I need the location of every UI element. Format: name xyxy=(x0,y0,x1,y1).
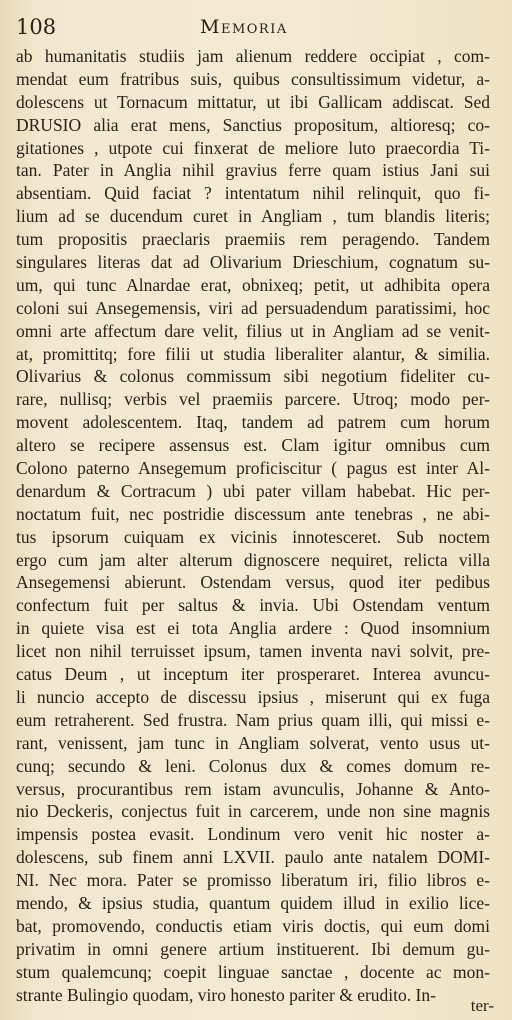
text-line: tum propositis praeclaris praemiis rem peragendo. Tandem xyxy=(16,229,490,250)
running-head: Memoria xyxy=(200,16,288,38)
text-line: coloni sui Ansegemensis, viri ad persuadendum paratissimi, hoc xyxy=(16,297,490,318)
text-line: Colono paterno Ansegemum proficiscitur ( pagus est inter Al- xyxy=(16,458,490,479)
text-line: cunq; secundo & leni. Colonus dux & comes domum re- xyxy=(16,755,490,776)
text-line: confectum fuit per saltus & invia. Ubi Ostendam ventum xyxy=(16,595,490,616)
text-line: NI. Nec mora. Pater se promisso liberatum iri, filio libros e- xyxy=(16,870,490,891)
text-line: absentiam. Quid faciat ? intentatum nihil relinquit, quo fi- xyxy=(16,183,490,204)
text-line: impensis postea evasit. Londinum vero venit hic noster a- xyxy=(16,824,490,845)
text-line: movent adolescentem. Itaq, tandem ad patrem cum horum xyxy=(16,412,490,433)
text-line: at, promittitq; fore filii ut studia liberaliter alantur, & similia. xyxy=(16,343,490,364)
text-line: tan. Pater in Anglia nihil gravius ferre quam istius Jani sui xyxy=(16,160,490,181)
text-line: versus, procurantibus rem istam avunculis, Johanne & Anto- xyxy=(16,778,490,799)
text-line: Olivarius & colonus commissum sibi negotium fideliter cu- xyxy=(16,366,490,387)
text-line: in quiete visa est ei tota Anglia ardere : Quod insomnium xyxy=(16,618,490,639)
body-text xyxy=(16,45,490,1006)
text-line: licet non nihil terruisset ipsum, tamen inventa navi solvit, pre- xyxy=(16,641,490,662)
text-line: singulares literas dat ad Olivarium Drieschium, cognatum su- xyxy=(16,252,490,273)
text-line: mendo, & ipsius studia, quantum quidem illud in exilio lice- xyxy=(16,892,490,913)
text-line: omni arte affectum dare velit, filius ut in Angliam ad se venit- xyxy=(16,320,490,341)
text-line: privatim in omni genere artium instituerent. Ibi demum gu- xyxy=(16,938,490,959)
text-line: nio Deckeris, conjectus fuit in carcerem, unde non sine magnis xyxy=(16,801,490,822)
text-line: dolescens, sub finem anni LXVII. paulo ante natalem DOMI- xyxy=(16,847,490,868)
text-line: eum retraherent. Sed frustra. Nam prius quam illi, qui missi e- xyxy=(16,709,490,730)
text-line: mendat eum fratribus suis, quibus consultissimum videtur, a- xyxy=(16,68,490,89)
text-line: rare, nullisq; verbis vel praemiis parcere. Utroq; modo per- xyxy=(16,389,490,410)
text-line: noctatum fuit, nec postridie discessum ante tenebras , ne abi- xyxy=(16,503,490,524)
text-line: stum qualemcunq; coepit linguae sanctae , docente ac mon- xyxy=(16,961,490,982)
text-line: tus ipsorum cuiquam ex vicinis innotesceret. Sub noctem xyxy=(16,526,490,547)
text-line: denardum & Cortracum ) ubi pater villam habebat. Hic per- xyxy=(16,480,490,501)
page-number: 108 xyxy=(16,15,57,39)
text-line: ab humanitatis studiis jam alienum reddere occipiat , com- xyxy=(16,46,490,66)
text-line: altero se recipere assensus est. Clam igitur omnibus cum xyxy=(16,435,490,456)
text-line: Ansegemensi abierunt. Ostendam versus, quod iter pedibus xyxy=(16,572,490,593)
catchword: ter- xyxy=(470,996,494,1015)
text-line: dolescens ut Tornacum mittatur, ut ibi Gallicam addiscat. Sed xyxy=(16,91,490,112)
text-line: DRUSIO alia erat mens, Sanctius propositum, altioresq; co- xyxy=(16,114,490,135)
text-line: lium ad se ducendum curet in Angliam , tum blandis literis; xyxy=(16,206,490,227)
text-line: gitationes , utpote cui finxerat de meliore luto praecordia Ti- xyxy=(16,137,490,158)
text-line: catus Deum , ut inceptum iter prosperaret. Interea avuncu- xyxy=(16,664,490,685)
text-line: um, qui tunc Alnardae erat, obnixeq; petit, ut adhibita opera xyxy=(16,274,490,295)
text-line: bat, promovendo, conductis etiam viris doctis, qui eum domi xyxy=(16,915,490,936)
text-line: li nuncio accepto de discessu ipsius , miserunt qui ex fuga xyxy=(16,686,490,707)
text-line: rant, venissent, jam tunc in Angliam solverat, vento usus ut- xyxy=(16,732,490,753)
text-line: ergo cum jam alter alterum dignoscere nequiret, relicta villa xyxy=(16,549,490,570)
page-header xyxy=(0,14,512,40)
text-line: strante Bulingio quodam, viro honesto pariter & erudito. In- xyxy=(16,984,436,1005)
